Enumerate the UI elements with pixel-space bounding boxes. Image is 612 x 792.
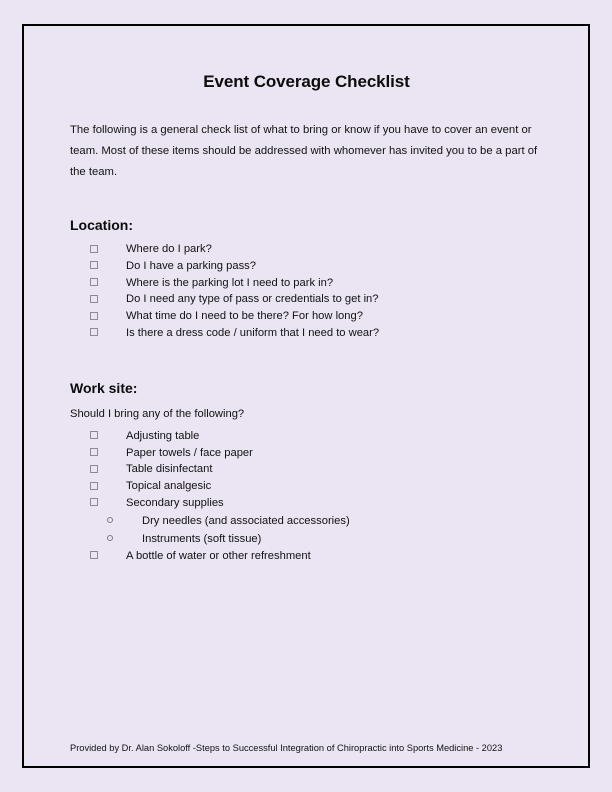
section-subtext-work-site: Should I bring any of the following? — [70, 407, 245, 420]
page-title: Event Coverage Checklist — [203, 72, 410, 91]
checklist-work-site-continued — [70, 548, 543, 565]
section-location — [70, 183, 543, 342]
list-item-label: A bottle of water or other refreshment — [126, 549, 311, 562]
list-item[interactable] — [90, 461, 543, 478]
list-item-label: Do I have a parking pass? — [126, 259, 256, 272]
list-item-label: Secondary supplies — [126, 496, 224, 509]
empty-checkbox-icon[interactable] — [90, 465, 98, 473]
empty-checkbox-icon[interactable] — [90, 278, 98, 286]
list-item[interactable] — [90, 495, 543, 512]
list-item[interactable] — [90, 308, 543, 325]
circle-bullet-icon — [107, 535, 113, 541]
empty-checkbox-icon[interactable] — [90, 498, 98, 506]
list-item-label: Paper towels / face paper — [126, 446, 253, 459]
list-item-label: Where is the parking lot I need to park in? — [126, 276, 334, 289]
section-work-site — [70, 342, 543, 565]
checklist-work-site — [70, 428, 543, 512]
section-heading-location: Location: — [70, 217, 133, 233]
list-item-label: Topical analgesic — [126, 480, 212, 493]
list-item[interactable] — [90, 258, 543, 275]
sub-list-item-label: Dry needles (and associated accessories) — [142, 514, 350, 527]
footer-attribution: Provided by Dr. Alan Sokoloff -Steps to Successful Integration of Chiropractic into Sports Medicine - 2023 — [70, 743, 503, 753]
intro-paragraph: The following is a general check list of what to bring or know if you have to cover an event or team. Most of these items should be addressed with whomever has invited you to be a part of the team. — [70, 124, 538, 178]
list-item-label: Do I need any type of pass or credentials to get in? — [126, 293, 379, 306]
sublist-secondary-supplies — [70, 512, 543, 548]
list-item[interactable] — [90, 428, 543, 445]
list-item[interactable] — [90, 241, 543, 258]
list-item[interactable] — [90, 325, 543, 342]
list-item-label: Where do I park? — [126, 243, 212, 255]
list-item[interactable] — [90, 445, 543, 462]
empty-checkbox-icon[interactable] — [90, 431, 98, 439]
circle-bullet-icon — [107, 517, 113, 523]
empty-checkbox-icon[interactable] — [90, 328, 98, 336]
list-item-label: Is there a dress code / uniform that I need to wear? — [126, 326, 380, 339]
empty-checkbox-icon[interactable] — [90, 448, 98, 456]
empty-checkbox-icon[interactable] — [90, 295, 98, 303]
empty-checkbox-icon[interactable] — [90, 245, 98, 253]
sub-list-item-label: Instruments (soft tissue) — [142, 532, 262, 545]
section-heading-work-site: Work site: — [70, 379, 138, 396]
list-item-label: Adjusting table — [126, 429, 200, 442]
list-item-label: Table disinfectant — [126, 463, 213, 476]
empty-checkbox-icon[interactable] — [90, 261, 98, 269]
list-item-label: What time do I need to be there? For how long? — [126, 310, 363, 323]
list-item[interactable] — [90, 291, 543, 308]
list-item[interactable] — [90, 275, 543, 292]
document-content — [70, 24, 543, 565]
list-item[interactable] — [90, 478, 543, 495]
sub-list-item[interactable] — [105, 530, 543, 548]
empty-checkbox-icon[interactable] — [90, 312, 98, 320]
list-item[interactable] — [90, 548, 543, 565]
empty-checkbox-icon[interactable] — [90, 482, 98, 490]
checklist-location — [70, 241, 543, 342]
sub-list-item[interactable] — [105, 512, 543, 530]
empty-checkbox-icon[interactable] — [90, 551, 98, 559]
